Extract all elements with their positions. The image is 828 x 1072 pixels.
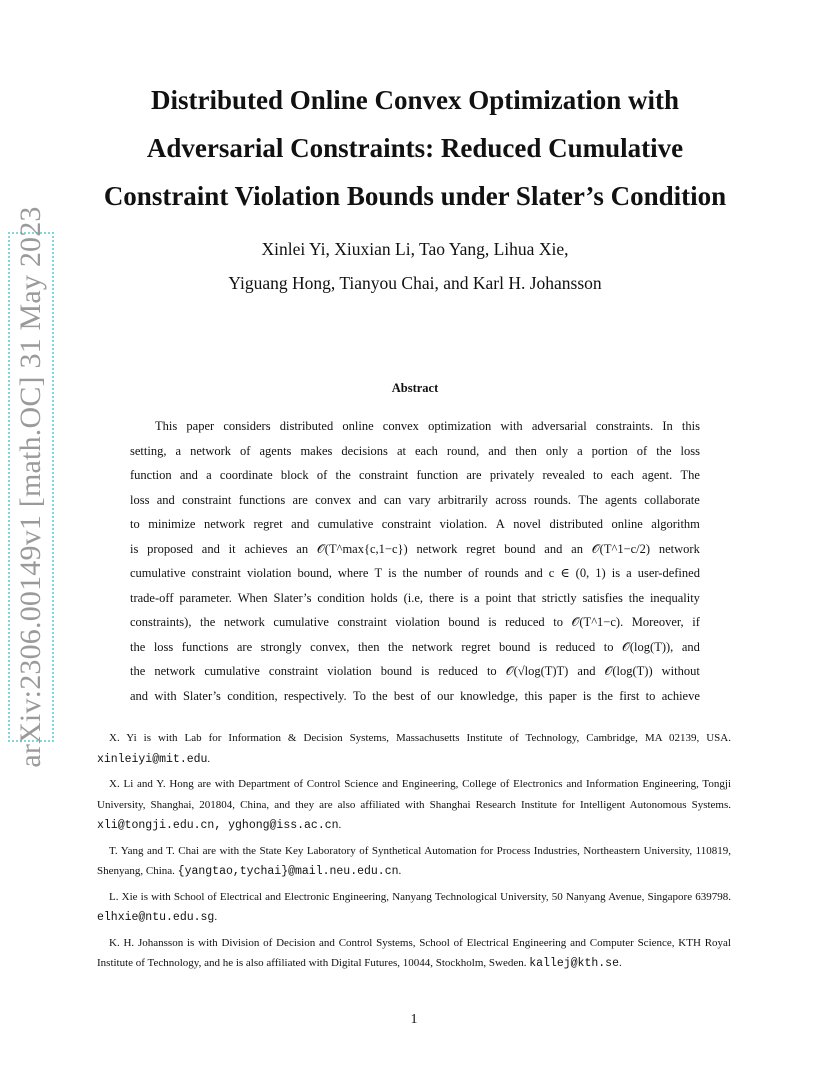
footnote — [97, 841, 731, 883]
paper-title — [90, 76, 740, 220]
footnote — [97, 933, 731, 975]
footnote-email[interactable]: {yangtao,tychai}@mail.neu.edu.cn — [177, 865, 399, 878]
abstract-line: cumulative constraint violation bound, where T is the number of rounds and c ∈ (0, 1) is a user-defined — [130, 566, 700, 580]
abstract-line: and with Slater’s condition, respectively. To the best of our knowledge, this paper is the first to achieve — [130, 688, 700, 703]
footnote-tail: . — [214, 911, 218, 923]
footnote-email[interactable]: xli@tongji.edu.cn, yghong@iss.ac.cn — [97, 819, 339, 832]
author-list — [120, 232, 710, 300]
footnote-text: X. Yi is with Lab for Information & Decision Systems, Massachusetts Institute of Technology, Cambridge, MA 02139, USA. — [109, 732, 731, 744]
abstract-line: is proposed and it achieves an 𝒪(T^max{c,1−c}) network regret bound and an 𝒪(T^1−c/2) network — [130, 541, 700, 556]
arxiv-identifier: arXiv:2306.00149v1 [math.OC] 31 May 2023 — [14, 206, 47, 768]
title-line: Adversarial Constraints: Reduced Cumulative — [146, 133, 684, 163]
abstract-body — [130, 414, 700, 708]
footnote-email[interactable]: xinleiyi@mit.edu — [97, 752, 208, 766]
abstract-line: setting, a network of agents makes decisions at each round, and then only a portion of the loss — [130, 443, 700, 458]
abstract-line: trade-off parameter. When Slater’s condition holds (i.e, there is a point that strictly satisfies the inequality — [130, 590, 700, 605]
author-line: Xinlei Yi, Xiuxian Li, Tao Yang, Lihua Xie, — [261, 239, 569, 259]
footnote-tail: . — [398, 865, 402, 877]
abstract-line: to minimize network regret and cumulative constraint violation. A novel distributed online algorithm — [130, 517, 700, 531]
author-line: Yiguang Hong, Tianyou Chai, and Karl H. Johansson — [228, 273, 602, 293]
abstract-line: function and a coordinate block of the constraint function are privately revealed to each agent. The — [130, 468, 700, 482]
arxiv-side-stamp — [8, 206, 54, 768]
title-line: Distributed Online Convex Optimization with — [150, 85, 680, 115]
footnote-text: X. Li and Y. Hong are with Department of Control Science and Engineering, College of Electronics and Information Engineering, Tongji University, Shanghai, 201804, China, and they are also affiliated with Shanghai Research Institute for Intelligent Autonomous Systems. — [97, 778, 731, 811]
abstract-line: the loss functions are strongly convex, then the network regret bound is reduced to 𝒪(log(T)), and — [130, 639, 700, 654]
footnote-email[interactable]: kallej@kth.se — [529, 957, 619, 970]
abstract-line: the network cumulative constraint violation bound is reduced to 𝒪(√log(T)T) and 𝒪(log(T)) without — [130, 664, 700, 678]
footnote-tail: . — [618, 957, 622, 969]
footnote — [97, 728, 731, 770]
footnote-text: T. Yang and T. Chai are with the State Key Laboratory of Synthetical Automation for Process Industries, Northeastern University, 110819, Shenyang, China. — [97, 844, 731, 877]
footnote-tail: . — [207, 752, 211, 765]
footnote — [97, 774, 731, 837]
footnote-email[interactable]: elhxie@ntu.edu.sg — [97, 911, 215, 924]
abstract-heading: Abstract — [391, 381, 439, 395]
footnotes — [97, 728, 731, 979]
abstract-line: loss and constraint functions are convex and can vary arbitrarily across rounds. The agents collaborate — [130, 492, 700, 507]
abstract-line: This paper considers distributed online convex optimization with adversarial constraints. In this — [155, 419, 700, 433]
abstract-line: constraints), the network cumulative constraint violation bound is reduced to 𝒪(T^1−c). Moreover, if — [130, 615, 700, 629]
page-number: 1 — [410, 1012, 418, 1027]
footnote-text: L. Xie is with School of Electrical and Electronic Engineering, Nanyang Technological University, 50 Nanyang Avenue, Singapore 639798. — [109, 890, 731, 903]
title-line: Constraint Violation Bounds under Slater’s Condition — [103, 181, 727, 211]
footnote-tail: . — [338, 819, 342, 831]
footnote-text: K. H. Johansson is with Division of Decision and Control Systems, School of Electrical Engineering and Computer Science, KTH Royal Institute of Technology, and he is also affiliated with Digital Futures, 10044, Stockholm, Sweden. — [97, 936, 731, 969]
footnote — [97, 887, 731, 929]
